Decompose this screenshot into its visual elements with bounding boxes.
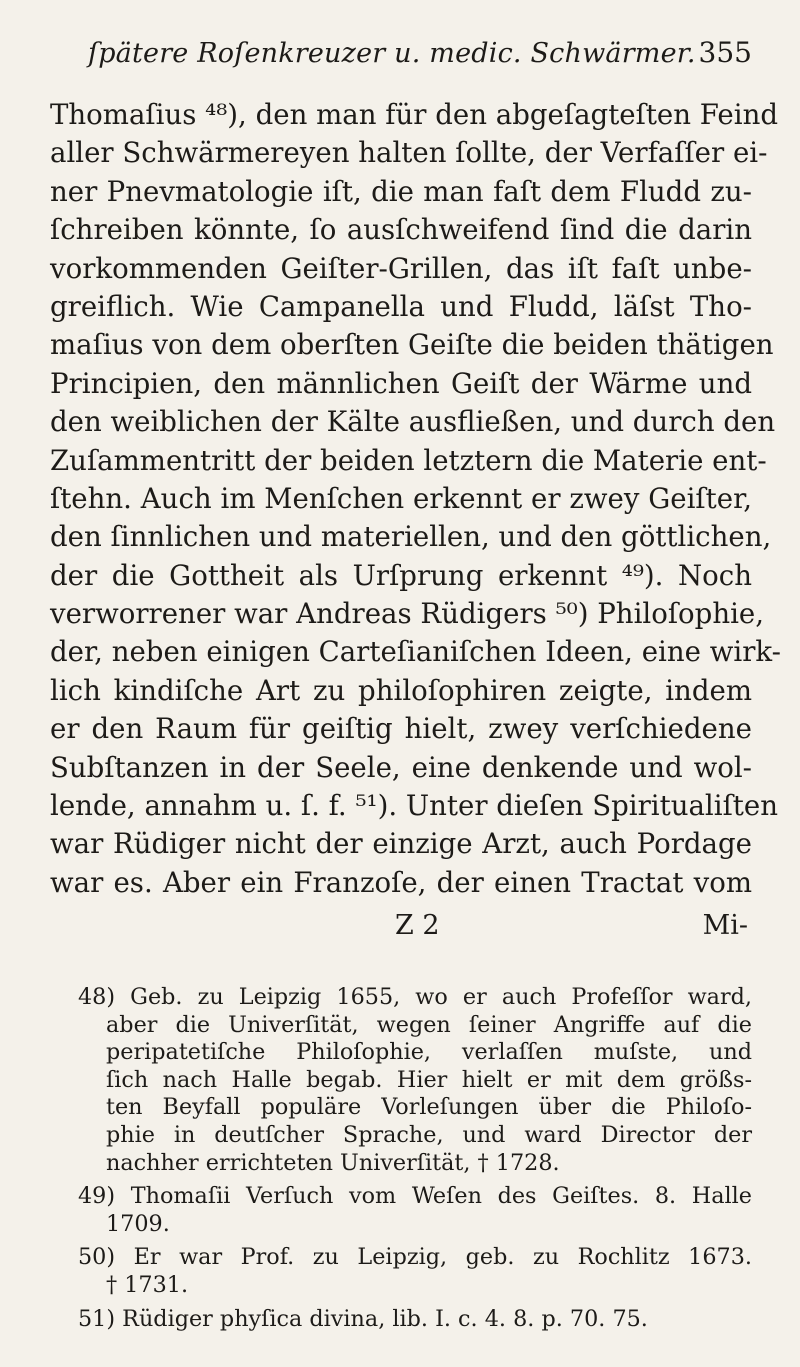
footnote-line: 51) Rüdiger phyſica divina, lib. I. c. 4. 8. p. 70. 75. [78,1305,648,1332]
text-line: vorkommenden Geiſter-Grillen, das iſt faſt unbe- [50,251,752,285]
text-line: verworrener war Andreas Rüdigers ⁵⁰) Philoſophie, [50,597,765,631]
running-title: ſpätere Roſenkreuzer u. medic. Schwärmer. [88,38,696,69]
footnote-line: phie in deutſcher Sprache, und ward Director der [106,1121,752,1148]
text-line: war Rüdiger nicht der einzige Arzt, auch Pordage [50,827,752,861]
text-line: den ſinnlichen und materiellen, und den göttlichen, [50,520,772,554]
text-line: lende, annahm u. ſ. f. ⁵¹). Unter dieſen Spiritualiſten [50,789,778,823]
text-line: ſchreiben könnte, ſo ausſchweifend ſind die darin [50,213,752,247]
text-line: Thomaſius ⁴⁸), den man für den abgeſagteſten Feind [50,98,779,131]
text-line: maſius von dem oberſten Geiſte die beiden thätigen [50,328,774,362]
text-line: lich kindiſche Art zu philoſophiren zeigte, indem [50,673,752,707]
footnote-49 [78,1183,752,1238]
footnote-line: 50) Er war Prof. zu Leipzig, geb. zu Rochlitz 1673. [78,1244,752,1271]
text-line: ſtehn. Auch im Menſchen erkennt er zwey Geiſter, [50,481,752,515]
footnote-line: 1709. [106,1210,170,1237]
text-line: ner Pnevmatologie iſt, die man faſt dem Fludd zu- [50,174,752,208]
text-line: war es. Aber ein Franzoſe, der einen Tractat vom [50,865,752,899]
text-line: den weiblichen der Kälte ausfließen, und durch den [50,405,776,439]
footnote-line: † 1731. [106,1271,189,1298]
footnote-51 [78,1306,752,1334]
footnote-line: nachher errichteten Univerſität, † 1728. [106,1149,560,1176]
text-line: der die Gottheit als Urſprung erkennt ⁴⁹). Noch [50,558,752,592]
footnote-line: aber die Univerſität, wegen ſeiner Angriffe auf die [106,1011,752,1038]
text-line: greiflich. Wie Campanella und Fludd, läſst Tho- [50,289,752,323]
footnote-50 [78,1244,752,1299]
footnote-line: ſich nach Halle begab. Hier hielt er mit dem größs- [106,1066,752,1093]
footnote-line: ten Beyfall populäre Vorleſungen über die Philoſo- [106,1094,752,1121]
text-line: er den Raum für geiſtig hielt, zwey verſchiedene [50,712,752,746]
footnotes [78,984,752,1337]
text-line: aller Schwärmereyen halten ſollte, der Verfaſſer ei- [50,136,768,170]
main-text [50,96,781,902]
page-number: 355 [698,36,752,69]
text-line: der, neben einigen Carteſianiſchen Ideen, eine wirk- [50,635,781,669]
signature-mark: Z 2 [395,910,440,941]
page-header [88,36,752,69]
footnote-48 [78,984,752,1177]
catchword: Mi- [702,910,748,941]
text-line: Subſtanzen in der Seele, eine denkende und wol- [50,750,752,784]
footnote-line: 49) Thomaſii Verſuch vom Weſen des Geiſtes. 8. Halle [78,1183,752,1210]
footnote-line: 48) Geb. zu Leipzig 1655, wo er auch Profeſſor ward, [78,984,752,1010]
text-line: Principien, den männlichen Geiſt der Wärme und [50,366,752,400]
text-line: Zuſammentritt der beiden letztern die Materie ent- [50,443,767,477]
footnote-line: peripatetiſche Philoſophie, verlaſſen muſste, und [106,1039,752,1066]
